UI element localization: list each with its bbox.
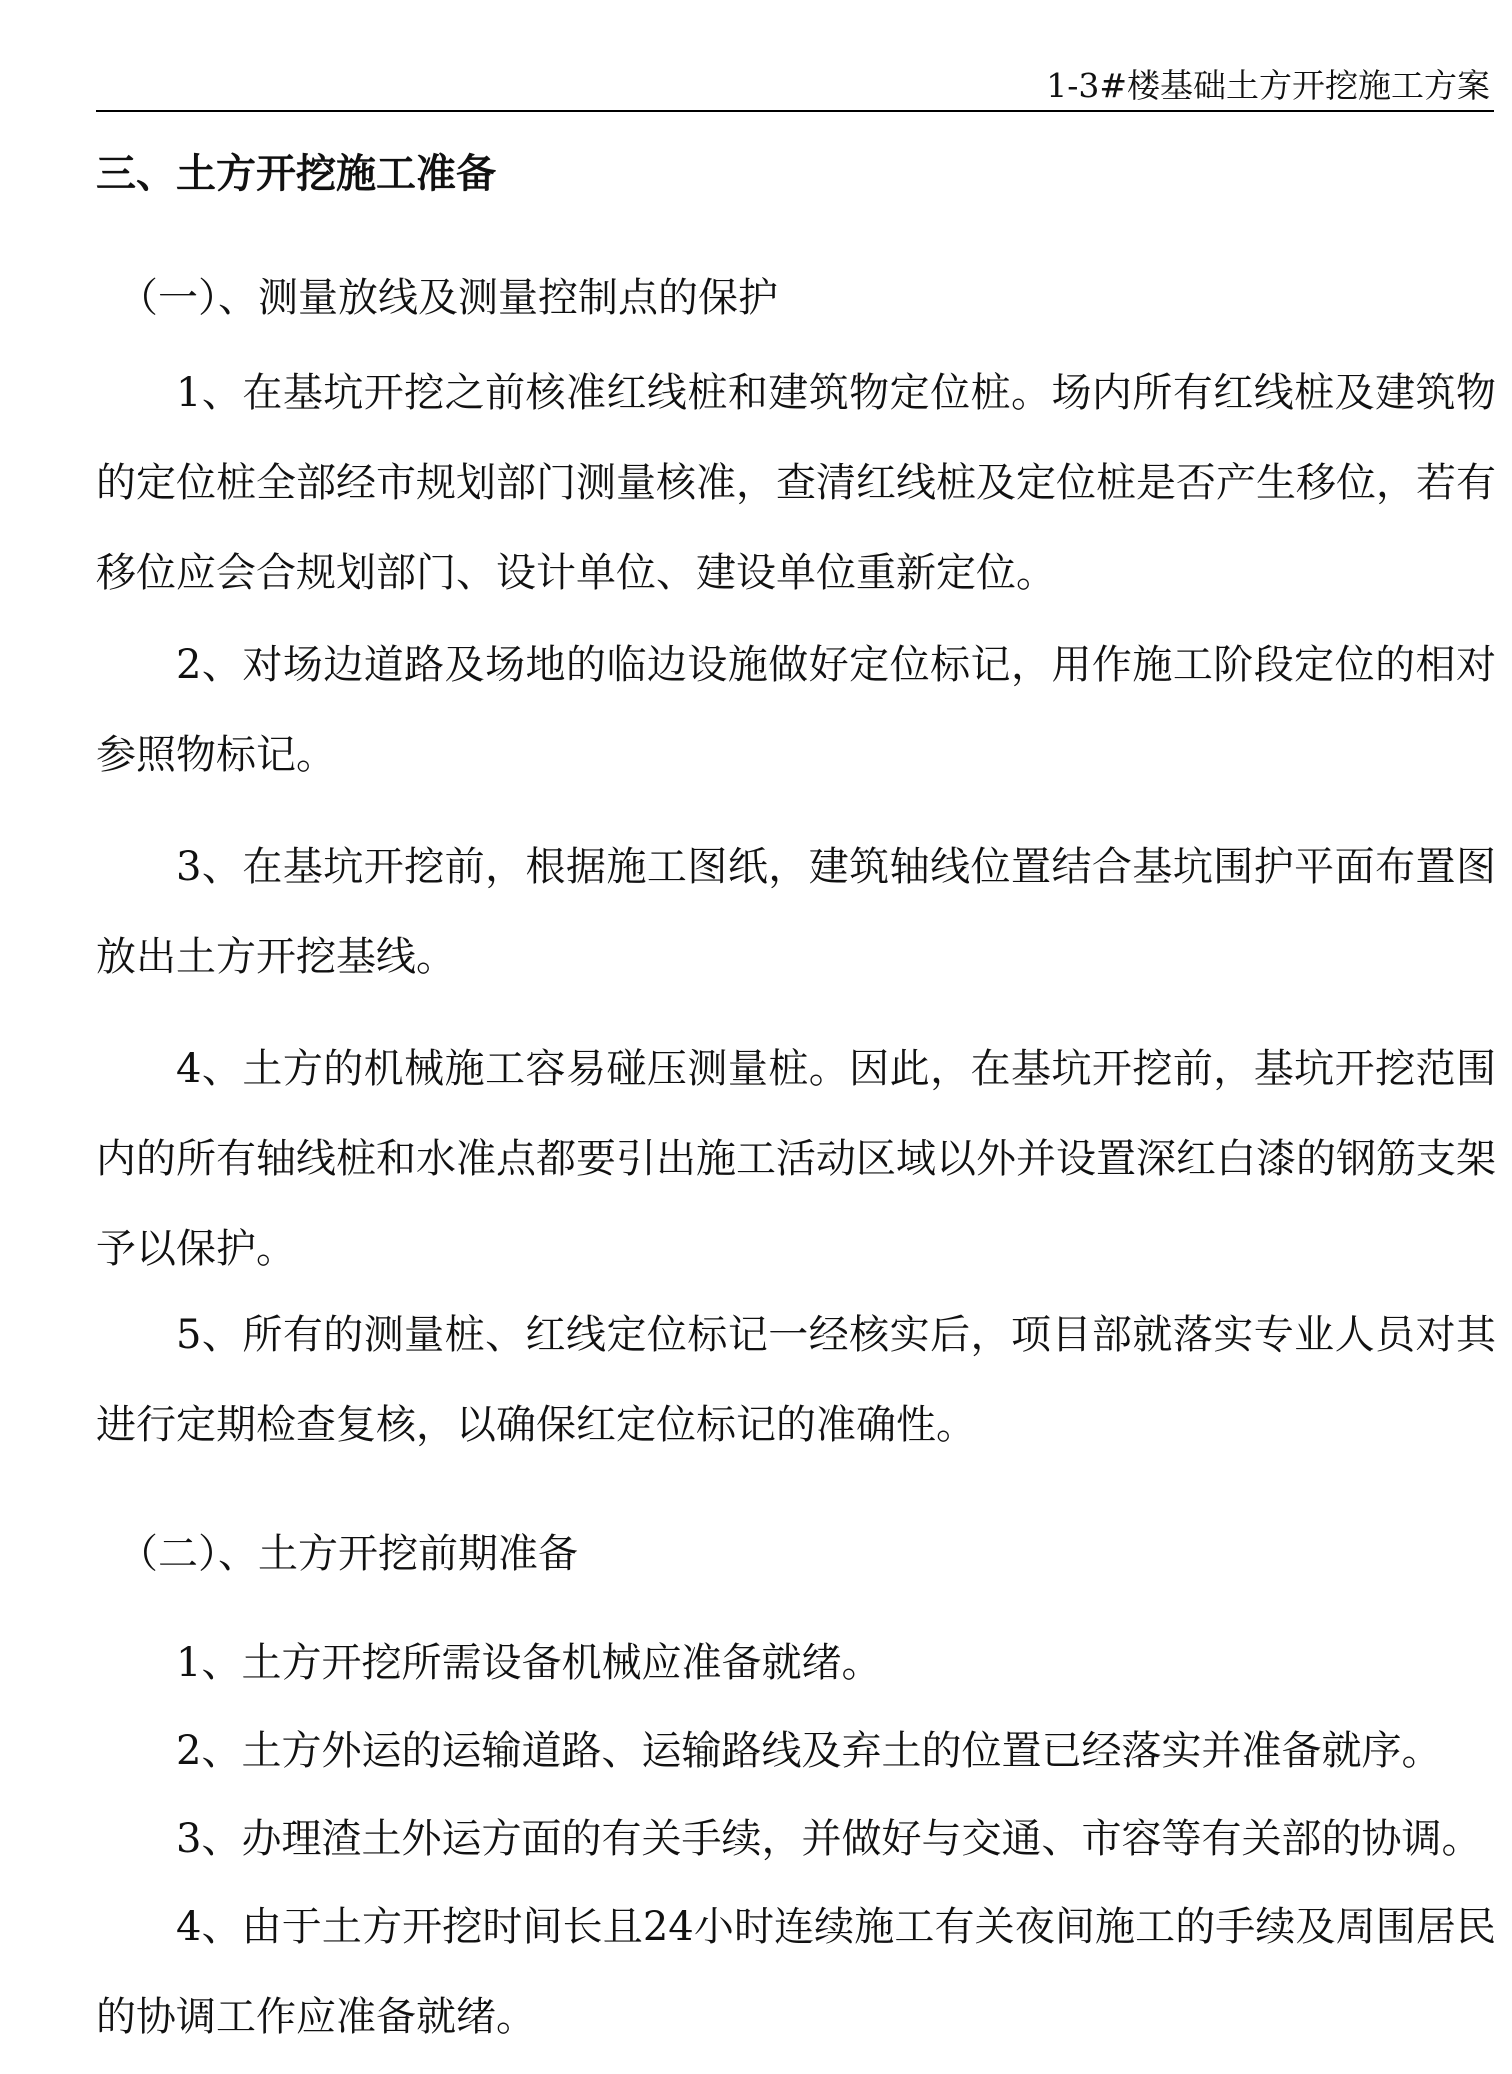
section-title: 三、土方开挖施工准备 (96, 150, 496, 197)
page-header (96, 62, 1494, 112)
subsection-2-item-2: 2、土方外运的运输道路、运输路线及弃土的位置已经落实并准备就序。 (176, 1728, 1442, 1774)
subsection-1-item-5: 5、所有的测量桩、红线定位标记一经核实后，项目部就落实专业人员对其进行定期检查复核，以确保红定位标记的准确性。 (96, 1312, 1496, 1448)
header-title: 1-3#楼基础土方开挖施工方案 (1046, 66, 1490, 105)
subsection-1-item-3: 3、在基坑开挖前，根据施工图纸，建筑轴线位置结合基坑围护平面布置图放出土方开挖基线。 (96, 844, 1496, 980)
subsection-1-item-4: 4、土方的机械施工容易碰压测量桩。因此，在基坑开挖前，基坑开挖范围内的所有轴线桩和水准点都要引出施工活动区域以外并设置深红白漆的钢筋支架予以保护。 (96, 1046, 1496, 1272)
subsection-1-title: （一）、测量放线及测量控制点的保护 (118, 275, 778, 321)
subsection-2-item-4: 4、由于土方开挖时间长且24小时连续施工有关夜间施工的手续及周围居民的协调工作应准备就绪。 (96, 1904, 1496, 2040)
subsection-2-item-1: 1、土方开挖所需设备机械应准备就绪。 (176, 1640, 882, 1686)
subsection-1-item-2: 2、对场边道路及场地的临边设施做好定位标记，用作施工阶段定位的相对参照物标记。 (96, 642, 1496, 778)
subsection-2-title: （二）、土方开挖前期准备 (118, 1531, 578, 1577)
subsection-2-item-3: 3、办理渣土外运方面的有关手续，并做好与交通、市容等有关部的协调。 (176, 1816, 1482, 1862)
subsection-1-item-1: 1、在基坑开挖之前核准红线桩和建筑物定位桩。场内所有红线桩及建筑物的定位桩全部经市规划部门测量核准，查清红线桩及定位桩是否产生移位，若有移位应会合规划部门、设计单位、建设单位重新定位。 (96, 370, 1496, 596)
